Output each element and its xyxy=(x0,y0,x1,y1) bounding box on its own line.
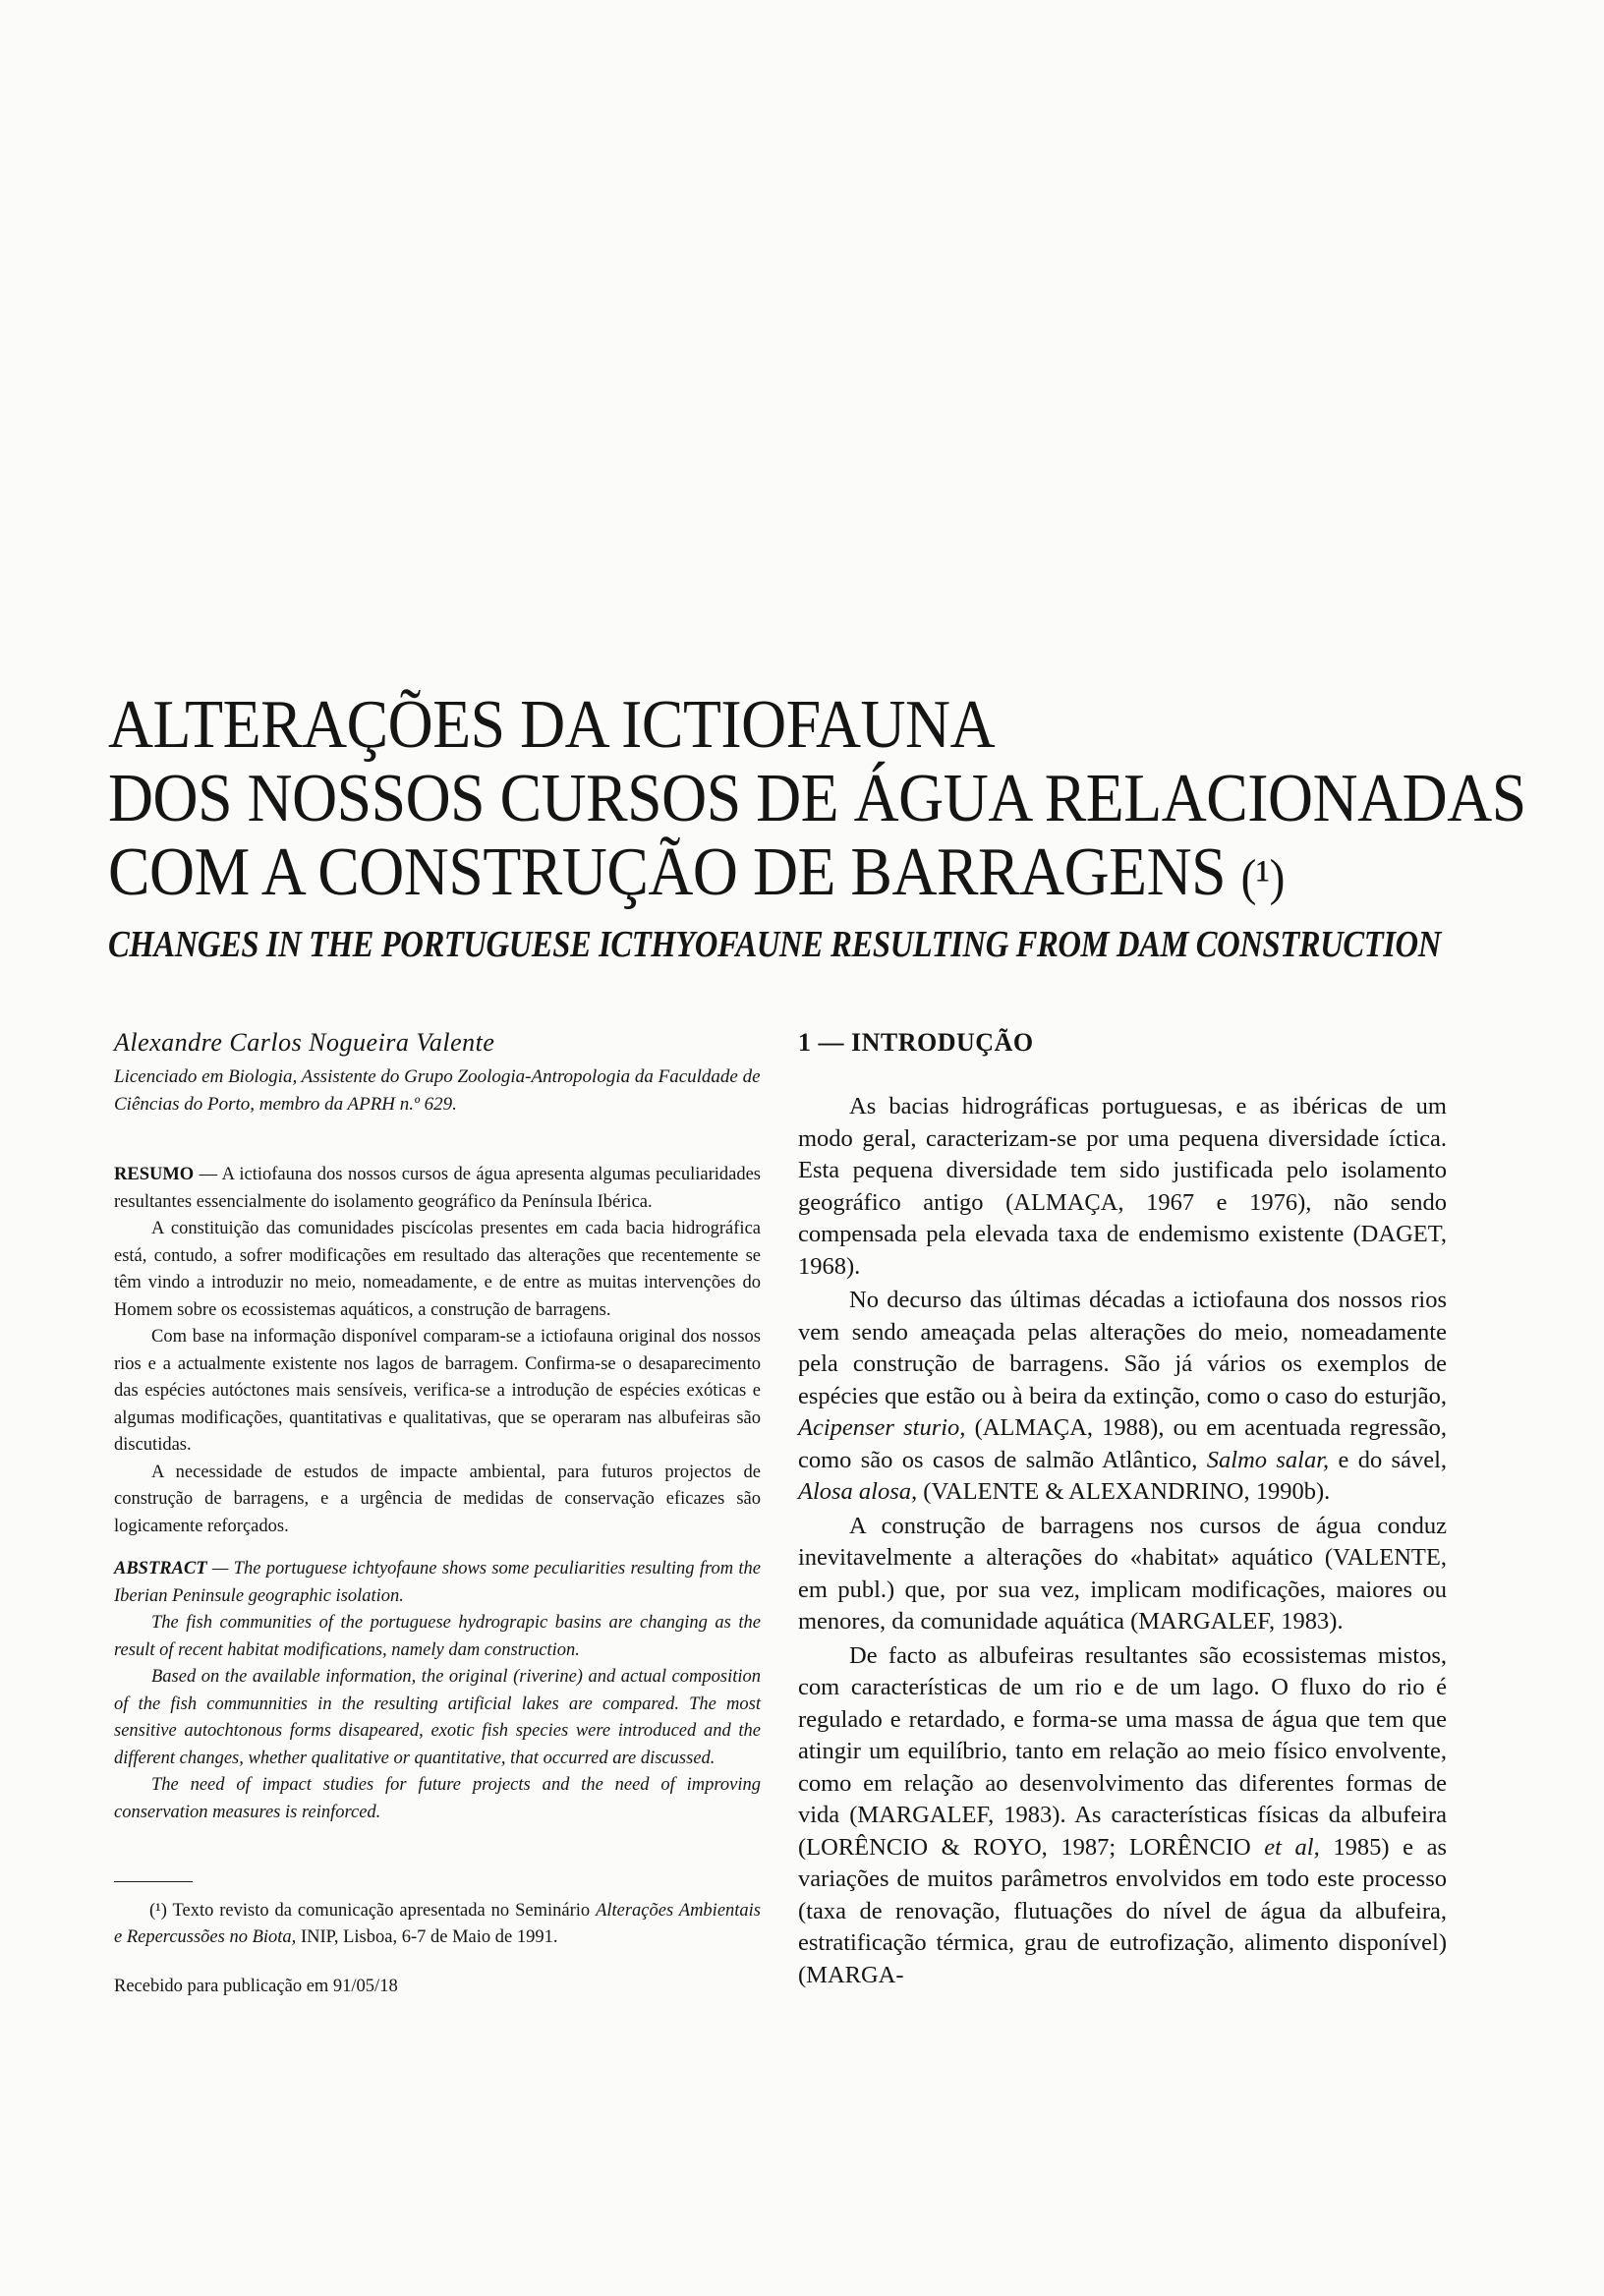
resumo-paragraph-3: Com base na informação disponível comparam-se a ictiofauna original dos nossos rios e a actualmente existente nos lagos de barragem. Confirma-se o desaparecimento das espécies autóctones mais sensíveis, verifica-se a introdução de espécies exóticas e algumas modificações, quantitativas e qualitativas, que se operaram nas albufeiras são discutidas. xyxy=(114,1327,761,1455)
intro-paragraph-3: A construção de barragens nos cursos de água conduz inevitavelmente a alterações do «habitat» aquático (VALENTE, em publ.) que, por sua vez, implicam modificações, maiores ou menores, da comunidade aquática (MARGALEF, 1983). xyxy=(798,1512,1447,1635)
resumo-paragraph-4: A necessidade de estudos de impacte ambiental, para futuros projectos de construção de barragens, e a urgência de medidas de conservação eficazes são logicamente reforçados. xyxy=(114,1462,761,1536)
p4-text-a: De facto as albufeiras resultantes são ecossistemas mistos, com características de um rio e de um lago. O fluxo do rio é regulado e retardado, e forma-se uma massa de água que tem que atingir um equilíbrio, tanto em relação ao meio físico envolvente, como em relação ao desenvolvimento das diferentes formas de vida (MARGALEF, 1983). As características físicas da albufeira (LORÊNCIO & ROYO, 1987; LORÊNCIO xyxy=(798,1641,1447,1861)
footnote-italic: Alterações Ambientais e Repercussões no Biota, xyxy=(114,1901,762,1947)
title-line-3-text: COM A CONSTRUÇÃO DE BARRAGENS xyxy=(108,834,1227,910)
abstract-block xyxy=(114,1556,761,1826)
p2-text-c: e do sável, xyxy=(1338,1446,1448,1473)
intro-paragraph-1: As bacias hidrográficas portuguesas, e as ibéricas de um modo geral, caracterizam-se por uma pequena diversidade íctica. Esta pequena diversidade tem sido justificada pelo isolamento geográfico antigo (ALMAÇA, 1967 e 1976), não sendo compensada pela elevada taxa de endemismo existente (DAGET, 1968). xyxy=(798,1093,1447,1280)
footnote-marker: (¹) xyxy=(149,1901,167,1921)
resumo-paragraph-2: A constituição das comunidades piscícolas presentes em cada bacia hidrográfica está, contudo, a sofrer modificações em resultado das alterações que recentemente se têm vindo a introduzir no meio, nomeadamente, e de entre as muitas intervenções do Homem sobre os ecossistemas aquáticos, a construção de barragens. xyxy=(114,1219,761,1320)
intro-paragraph-2 xyxy=(798,1285,1447,1509)
resumo-label: RESUMO xyxy=(114,1165,195,1184)
section-heading: 1 — INTRODUÇÃO xyxy=(798,1028,1034,1057)
right-column xyxy=(798,1028,1447,1993)
p2-species-1: Acipenser sturio, xyxy=(798,1414,966,1441)
p2-text-d: (VALENTE & ALEXANDRINO, 1990b). xyxy=(923,1478,1331,1505)
left-column xyxy=(114,1028,761,1997)
footnote-text-before: Texto revisto da comunicação apresentada no Seminário xyxy=(172,1901,591,1921)
title-line-2: DOS NOSSOS CURSOS DE ÁGUA RELACIONADAS xyxy=(108,761,1526,836)
footnote-text-after: INIP, Lisboa, 6-7 de Maio de 1991. xyxy=(300,1927,558,1947)
abstract-text-1: — The portuguese ichtyofaune shows some peculiarities resulting from the Iberian Peninsule geographic isolation. xyxy=(114,1559,762,1606)
resumo-block xyxy=(114,1162,761,1540)
p2-text-b: (ALMAÇA, 1988), ou em acentuada regressão, como são os casos de salmão Atlântico, xyxy=(798,1414,1447,1473)
abstract-label: ABSTRACT xyxy=(114,1559,207,1578)
title-line-3 xyxy=(108,835,1360,915)
abstract-paragraph-2: The fish communities of the portuguese hydrograpic basins are changing as the result of recent habitat modifications, namely dam construction. xyxy=(114,1613,761,1660)
p4-italic: et al, xyxy=(1264,1833,1320,1861)
p2-text-a: No decurso das últimas décadas a ictiofauna dos nossos rios vem sendo ameaçada pelas alterações do meio, nomeadamente pela construção de barragens. São já vários os exemplos de espécies que estão ou à beira da extinção, como o caso do esturjão, xyxy=(798,1287,1447,1409)
author-name: Alexandre Carlos Nogueira Valente xyxy=(114,1028,495,1057)
resumo-paragraph-1 xyxy=(114,1162,761,1216)
title-block xyxy=(108,687,1526,966)
english-subtitle: CHANGES IN THE PORTUGUESE ICTHYOFAUNE RESULTING FROM DAM CONSTRUCTION xyxy=(108,924,1441,965)
introduction-body xyxy=(798,1091,1447,1991)
abstract-paragraph-1 xyxy=(114,1556,761,1610)
p2-species-3: Alosa alosa, xyxy=(798,1478,918,1505)
resumo-text-1: — A ictiofauna dos nossos cursos de água apresenta algumas peculiaridades resultantes essencialmente do isolamento geográfico da Península Ibérica. xyxy=(114,1165,761,1212)
title-footnote-marker: (¹) xyxy=(1240,850,1285,906)
p4-text-b: 1985) e as variações de muitos parâmetros envolvidos em todo este processo (taxa de renovação, flutuações do nível de água da albufeira, estratificação térmica, grau de eutrofização, alimento disponível) (MARGA- xyxy=(798,1833,1447,1988)
abstract-paragraph-3: Based on the available information, the original (riverine) and actual composition of the fish communnities in the resulting artificial lakes are compared. The most sensitive autochtonous forms disapeared, exotic fish species were introduced and the different changes, whether qualitative or quantitative, that occurred are discussed. xyxy=(114,1667,761,1768)
author-affiliation: Licenciado em Biologia, Assistente do Grupo Zoologia-Antropologia da Faculdade de Ciências do Porto, membro da APRH n.º 629. xyxy=(114,1066,761,1115)
footnote xyxy=(114,1898,761,1951)
intro-paragraph-4 xyxy=(798,1640,1447,1992)
p2-species-2: Salmo salar, xyxy=(1206,1446,1330,1473)
title-line-1: ALTERAÇÕES DA ICTIOFAUNA xyxy=(108,687,996,763)
footnote-divider xyxy=(114,1881,193,1882)
abstract-paragraph-4: The need of impact studies for future projects and the need of improving conservation measures is reinforced. xyxy=(114,1775,761,1822)
received-date: Recebido para publicação em 91/05/18 xyxy=(114,1977,398,1996)
